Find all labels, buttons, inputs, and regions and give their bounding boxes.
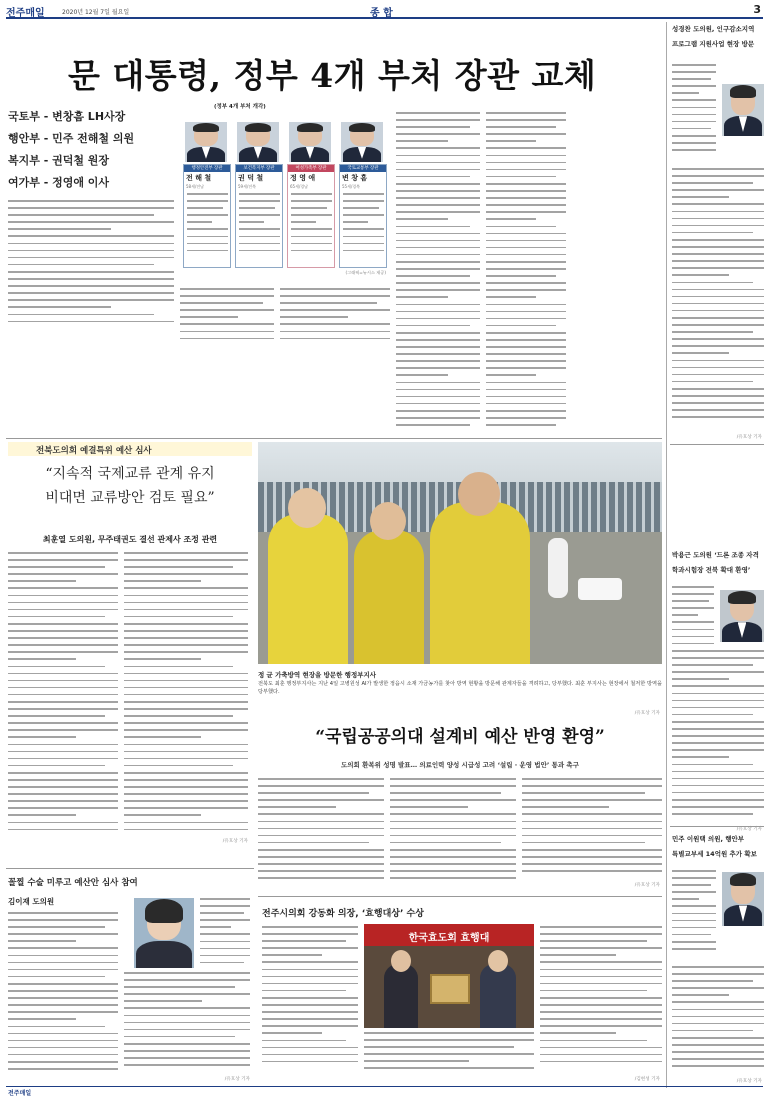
- infographic-credit: (그래픽=뉴시스 제공): [345, 270, 386, 275]
- article-body: [200, 898, 250, 968]
- sidebar-name: 박용근 도의원 ‘드론 조종 자격: [672, 551, 759, 559]
- card-name: 변 창 흠: [342, 174, 368, 182]
- nominee-card: [235, 164, 283, 268]
- photo-caption: 전북도 최훈 행정부지사는 지난 4일 고병원성 AI가 발생한 정읍시 소재 가금농가를 찾아 방역 현황을 방문해 관계자들을 격려하고, 당부했다. 최훈 부지사는 현장에서 철저한 방역을 당부했다.: [258, 681, 662, 695]
- nominee-portrait: [237, 122, 279, 162]
- article-body: [672, 168, 764, 432]
- sidebar-title: 특별교부세 14억원 추가 확보: [672, 850, 757, 858]
- card-role: 보건복지부 장관: [236, 165, 282, 172]
- paper-name: 전주매일: [6, 8, 45, 19]
- infographic-title: (정부 4개 부처 개각): [214, 104, 266, 110]
- card-name: 권 덕 철: [238, 174, 264, 182]
- card-age: 58세/전남: [186, 184, 205, 189]
- card-age: 55세/경북: [342, 184, 361, 189]
- sidebar-name: 성경찬 도의원, 인구감소지역: [672, 25, 755, 33]
- article-body: [390, 778, 516, 888]
- nominee-item: 국토부 - 변창흠 LH사장: [8, 110, 126, 123]
- byline: /유호상 기자: [736, 435, 762, 440]
- award-banner: 한국효도회 효행대: [408, 933, 490, 944]
- sidebar-title: 프로그램 지원사업 현장 방문: [672, 40, 755, 48]
- footer-paper-name: 전주매일: [8, 1090, 32, 1096]
- byline: /유호상 기자: [222, 839, 248, 844]
- column-divider: [666, 22, 667, 1088]
- byline: /유호상 기자: [634, 711, 660, 716]
- article-body: [486, 112, 566, 438]
- byline: /유호상 기자: [736, 1079, 762, 1084]
- article-body: [522, 778, 662, 882]
- article-body: [672, 870, 716, 962]
- article-body: [8, 552, 118, 844]
- article-body: [124, 552, 248, 844]
- article-body: [262, 926, 358, 1076]
- medical-subheadline: 도의회 환복위 성명 발표… 의료인력 양성 시급성 고려 ‘설립 · 운영 법안’ 통과 촉구: [341, 761, 579, 769]
- article-body: [672, 64, 716, 162]
- councilor-photo: [720, 590, 764, 642]
- divider: [258, 896, 662, 897]
- page-number: 3: [753, 3, 761, 16]
- divider: [670, 826, 764, 827]
- divider: [6, 438, 662, 439]
- article-body: [672, 966, 764, 1078]
- article-body: [8, 200, 174, 330]
- nominee-list: [8, 108, 168, 196]
- lawmaker-photo: [722, 872, 764, 926]
- nominee-portrait: [289, 122, 331, 162]
- reporter-photo: [134, 898, 194, 968]
- sidebar-title: 학과시험장 전북 확대 환영’: [672, 566, 751, 574]
- news-photo: [258, 442, 662, 664]
- card-role: 국토교통부 장관: [340, 165, 386, 172]
- article-body: [280, 288, 390, 344]
- article-body: [8, 912, 118, 1082]
- nominee-card: [339, 164, 387, 268]
- nominee-item: 여가부 - 정영애 이사: [8, 176, 110, 189]
- sidebar-story: [672, 834, 764, 1088]
- card-age: 59세/전북: [238, 184, 257, 189]
- footer-rule: [6, 1086, 763, 1087]
- article-body: [540, 926, 662, 1072]
- sidebar-name: 민주 이원택 의원, 행안부: [672, 835, 745, 843]
- masthead: [6, 3, 763, 19]
- card-role: 여성가족부 장관: [288, 165, 334, 172]
- award-photo: [364, 924, 534, 1028]
- photo-caption-title: 정 균 가축방역 현장을 방문한 행정부지사: [258, 671, 377, 679]
- card-name: 전 해 철: [186, 174, 212, 182]
- article-body: [396, 112, 480, 438]
- nominee-card: [287, 164, 335, 268]
- cabinet-infographic: [180, 102, 390, 278]
- nominee-item: 행안부 - 민주 전해철 의원: [8, 132, 135, 145]
- sidebar-story: [672, 550, 764, 850]
- card-role: 행정안전부 장관: [184, 165, 230, 172]
- article-body: [180, 288, 274, 344]
- nominee-portrait: [341, 122, 383, 162]
- surgery-headline: 꼴찔 수술 미루고 예산안 심사 참여: [8, 878, 138, 888]
- sidebar-story: [672, 24, 764, 444]
- article-body: [364, 1032, 534, 1080]
- surgery-reporter: 김이재 도의원: [8, 897, 55, 906]
- jeonju-headline: 전주시의회 강동화 의장, ‘효행대상’ 수상: [262, 909, 424, 919]
- article-body: [124, 972, 250, 1076]
- main-headline: 문 대통령, 정부 4개 부처 장관 교체: [68, 56, 597, 95]
- byline: /유호상 기자: [634, 883, 660, 888]
- card-name: 정 영 애: [290, 174, 316, 182]
- nominee-item: 복지부 - 권덕철 원장: [8, 154, 110, 167]
- divider: [670, 444, 764, 445]
- article-body: [672, 650, 764, 824]
- article-body: [258, 778, 384, 888]
- budget-kicker: 전북도의회 예결특위 예산 심사: [8, 442, 252, 456]
- councilor-photo: [722, 84, 764, 136]
- divider: [6, 868, 254, 869]
- nominee-portrait: [185, 122, 227, 162]
- section-label: 종 합: [370, 8, 393, 19]
- budget-subheadline: 최훈열 도의원, 무주태권도 결선 관제사 조정 관련: [42, 535, 218, 544]
- card-age: 65세/경남: [290, 184, 309, 189]
- masthead-date: 2020년 12월 7일 월요일: [62, 9, 130, 16]
- budget-quote: “지속적 국제교류 관계 유지 비대면 교류방안 검토 필요”: [45, 466, 215, 506]
- byline: /유호상 기자: [736, 827, 762, 832]
- byline: /김현성 기자: [634, 1077, 660, 1082]
- byline: /유호상 기자: [224, 1077, 250, 1082]
- nominee-card: [183, 164, 231, 268]
- medical-headline: “국립공공의대 설계비 예산 반영 환영”: [315, 727, 605, 747]
